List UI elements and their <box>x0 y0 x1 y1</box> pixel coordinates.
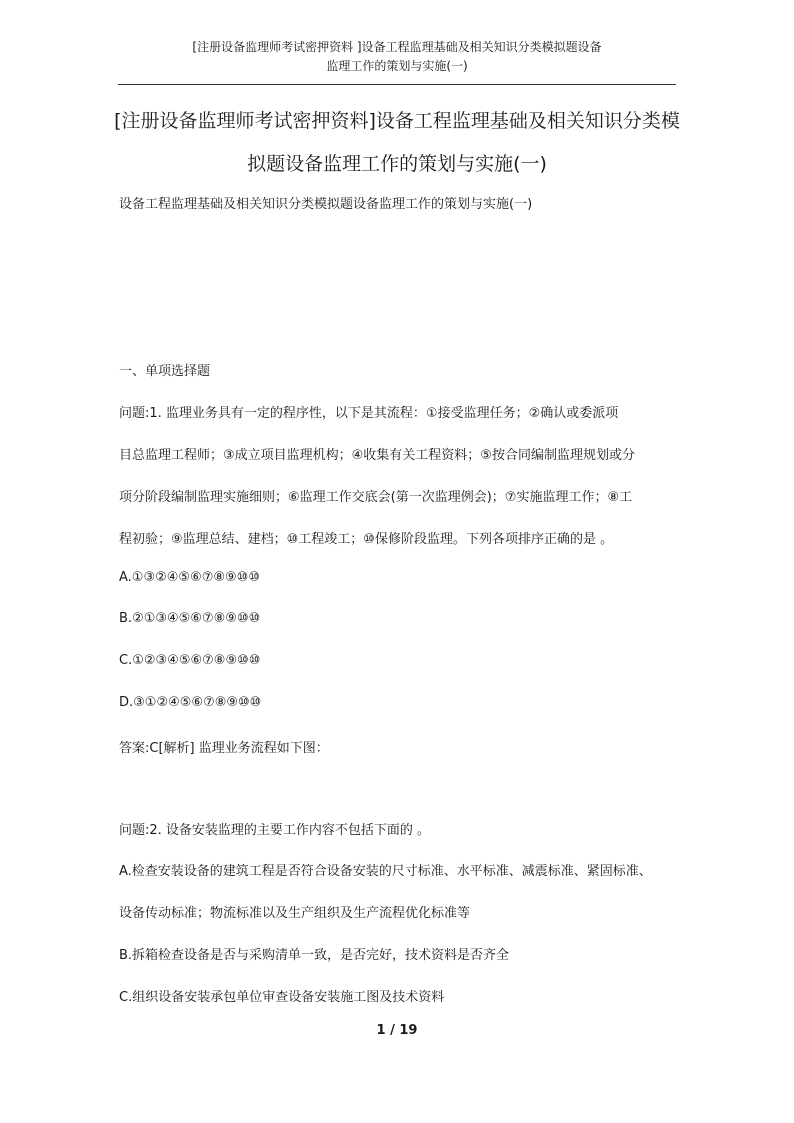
section-heading: 一、单项选择题 <box>119 364 211 379</box>
question-2-option-c: C.组织设备安装承包单位审查设备安装施工图及技术资料 <box>119 990 445 1005</box>
document-title-line1: [注册设备监理师考试密押资料]设备工程监理基础及相关知识分类模 <box>114 110 680 132</box>
question-2-option-a-line2: 设备传动标准；物流标准以及生产组织及生产流程优化标准等 <box>119 906 471 921</box>
question-1-line4: 程初验；⑨监理总结、建档；⑩工程竣工；⑩保修阶段监理。下列各项排序正确的是 。 <box>119 532 614 547</box>
question-2-line1: 问题:2. 设备安装监理的主要工作内容不包括下面的 。 <box>119 823 431 838</box>
question-1-option-c: C.①②③④⑤⑥⑦⑧⑨⑩⑩ <box>119 653 261 668</box>
question-1-answer: 答案:C[解析] 监理业务流程如下图： <box>119 741 329 756</box>
question-1-line2: 目总监理工程师；③成立项目监理机构；④收集有关工程资料；⑤按合同编制监理规划或分 <box>119 448 635 463</box>
running-header-line1: [注册设备监理师考试密押资料 ]设备工程监理基础及相关知识分类模拟题设备 <box>192 40 602 54</box>
question-1-line1: 问题:1. 监理业务具有一定的程序性，以下是其流程：①接受监理任务；②确认或委派项 <box>119 406 619 421</box>
running-header-line2: 监理工作的策划与实施(一) <box>326 59 468 73</box>
question-1-option-b: B.②①③④⑤⑥⑦⑧⑨⑩⑩ <box>119 611 261 626</box>
question-1-option-a: A.①③②④⑤⑥⑦⑧⑨⑩⑩ <box>119 570 260 585</box>
page-number: 1 / 19 <box>376 1023 418 1038</box>
document-title-line2: 拟题设备监理工作的策划与实施(一) <box>247 153 547 175</box>
header-divider <box>118 84 676 85</box>
question-2-option-a-line1: A.检查安装设备的建筑工程是否符合设备安装的尺寸标准、水平标准、减震标准、紧固标准、 <box>119 864 652 879</box>
running-header <box>0 38 794 76</box>
question-2-option-b: B.拆箱检查设备是否与采购清单一致，是否完好，技术资料是否齐全 <box>119 948 510 963</box>
document-subtitle: 设备工程监理基础及相关知识分类模拟题设备监理工作的策划与实施(一) <box>119 197 533 212</box>
question-1-line3: 项分阶段编制监理实施细则；⑥监理工作交底会(第一次监理例会)；⑦实施监理工作；⑧工 <box>119 490 633 505</box>
question-1-option-d: D.③①②④⑤⑥⑦⑧⑨⑩⑩ <box>119 695 262 710</box>
